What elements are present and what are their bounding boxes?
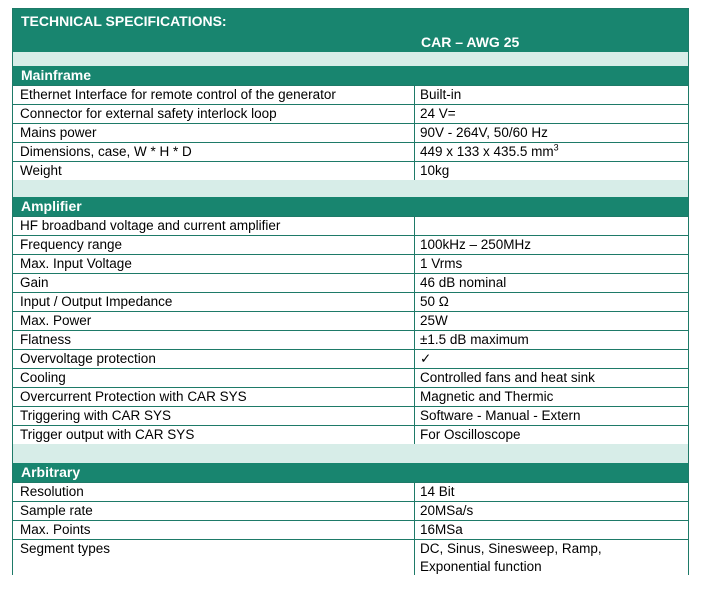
spec-row — [13, 425, 688, 444]
column-divider — [414, 331, 415, 349]
spec-label: Max. Points — [20, 522, 91, 537]
spec-value: Software - Manual - Extern — [420, 408, 581, 423]
column-divider — [414, 426, 415, 444]
spec-label: Input / Output Impedance — [20, 294, 173, 309]
spec-label: Ethernet Interface for remote control of the generator — [20, 87, 336, 102]
spec-row — [13, 330, 688, 349]
spec-value: For Oscilloscope — [420, 427, 521, 442]
column-divider — [414, 162, 415, 180]
section-title: Arbitrary — [21, 464, 81, 480]
spec-value: 10kg — [420, 163, 450, 178]
spec-value: 449 x 133 x 435.5 $mm^3$ — [420, 142, 559, 159]
spec-label: Resolution — [20, 484, 84, 499]
column-divider — [414, 540, 415, 575]
spec-value: ✓ — [420, 351, 432, 366]
column-divider — [414, 105, 415, 123]
column-divider — [414, 388, 415, 406]
spec-label: Sample rate — [20, 503, 93, 518]
column-divider — [414, 217, 415, 235]
column-divider — [414, 312, 415, 330]
spec-label: Segment types — [20, 541, 111, 556]
spec-value: Built-in — [420, 87, 462, 102]
column-divider — [414, 124, 415, 142]
page-title: TECHNICAL SPECIFICATIONS: — [21, 13, 227, 29]
spec-value: 24 V= — [420, 106, 456, 121]
spec-label: Cooling — [20, 370, 66, 385]
column-divider — [414, 369, 415, 387]
spec-row — [13, 539, 688, 575]
spec-value: 1 Vrms — [420, 256, 463, 271]
spec-table — [12, 8, 689, 575]
spec-label: Overcurrent Protection with CAR SYS — [20, 389, 247, 404]
spec-label: Frequency range — [20, 237, 123, 252]
spec-row — [13, 161, 688, 180]
table-header — [13, 9, 688, 52]
spec-value: 50 Ω — [420, 294, 449, 309]
spec-row — [13, 520, 688, 539]
column-divider — [414, 407, 415, 425]
spec-label: Triggering with CAR SYS — [20, 408, 172, 423]
column-divider — [414, 521, 415, 539]
spec-value: Magnetic and Thermic — [420, 389, 554, 404]
spec-row — [13, 254, 688, 273]
spec-row — [13, 216, 688, 235]
spec-value: Controlled fans and heat sink — [420, 370, 595, 385]
column-divider — [414, 483, 415, 501]
section-header — [13, 463, 688, 482]
spec-value: 90V - 264V, 50/60 Hz — [420, 125, 548, 140]
spec-row — [13, 406, 688, 425]
section-title: Mainframe — [21, 67, 92, 83]
spec-row — [13, 292, 688, 311]
spec-label: Connector for external safety interlock loop — [20, 106, 277, 121]
spec-row — [13, 311, 688, 330]
column-divider — [414, 143, 415, 161]
spec-value: 20MSa/s — [420, 503, 474, 518]
column-divider — [414, 236, 415, 254]
spec-row — [13, 349, 688, 368]
column-divider — [414, 293, 415, 311]
spec-label: Gain — [20, 275, 49, 290]
spec-label: Mains power — [20, 125, 97, 140]
column-divider — [414, 502, 415, 520]
spec-row — [13, 482, 688, 501]
spec-value: 16MSa — [420, 522, 463, 537]
spec-row — [13, 123, 688, 142]
spec-row — [13, 501, 688, 520]
column-divider — [414, 255, 415, 273]
column-divider — [414, 274, 415, 292]
spec-row — [13, 387, 688, 406]
spec-value: 14 Bit — [420, 484, 455, 499]
spec-label: Dimensions, case, W * H * D — [20, 144, 192, 159]
spec-value: 25W — [420, 313, 448, 328]
section-header — [13, 66, 688, 85]
spec-label: Flatness — [20, 332, 72, 347]
column-divider — [414, 350, 415, 368]
spec-row — [13, 142, 688, 161]
spec-value: ±1.5 dB maximum — [420, 332, 529, 347]
spec-value: 46 dB nominal — [420, 275, 507, 290]
spec-row — [13, 104, 688, 123]
spec-label: Trigger output with CAR SYS — [20, 427, 195, 442]
spec-label: Max. Input Voltage — [20, 256, 132, 271]
spec-row — [13, 235, 688, 254]
column-divider — [414, 86, 415, 104]
spec-label: HF broadband voltage and current amplifier — [20, 218, 281, 233]
spec-label: Max. Power — [20, 313, 92, 328]
spec-row — [13, 85, 688, 104]
spec-value: DC, Sinus, Sinesweep, Ramp, Exponential function — [420, 541, 602, 574]
model-name: CAR – AWG 25 — [421, 34, 520, 50]
spec-row — [13, 273, 688, 292]
spec-row — [13, 368, 688, 387]
section-title: Amplifier — [21, 198, 82, 214]
spec-label: Weight — [20, 163, 62, 178]
spec-label: Overvoltage protection — [20, 351, 156, 366]
spec-value: 100kHz – 250MHz — [420, 237, 532, 252]
section-header — [13, 197, 688, 216]
